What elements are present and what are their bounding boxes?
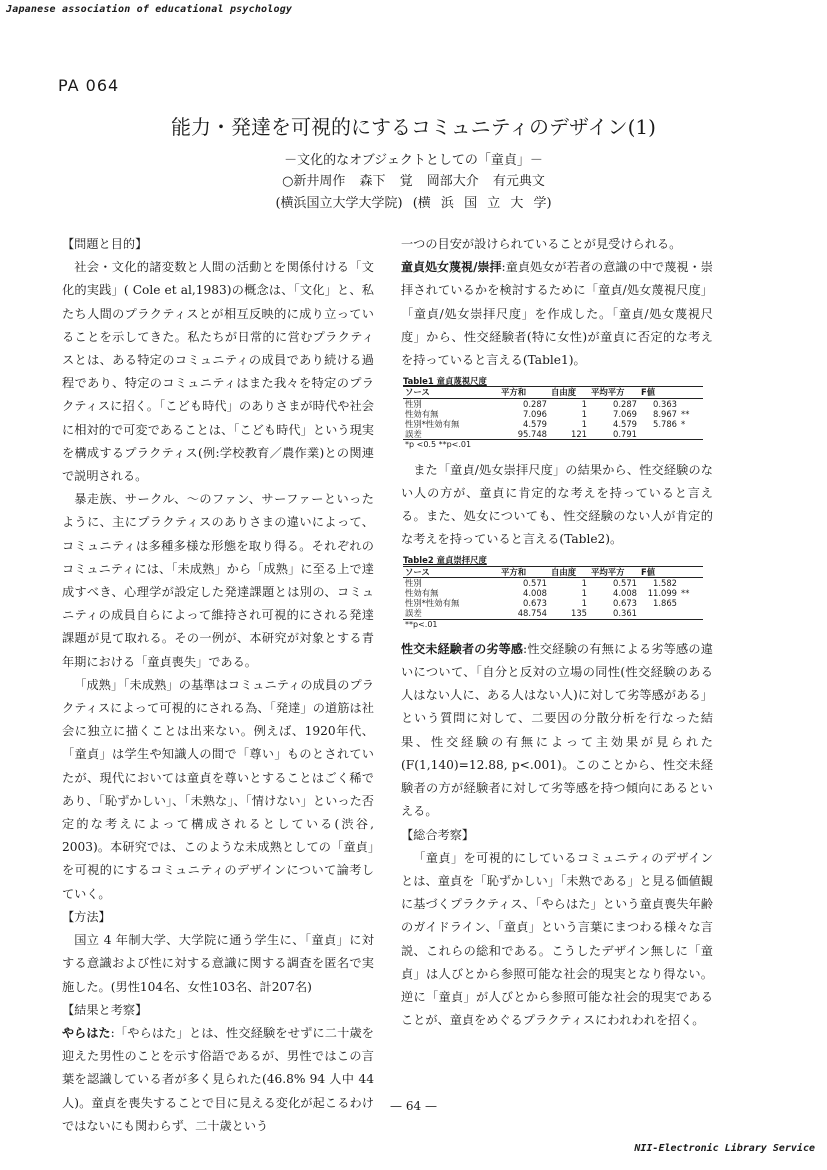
run-in-heading: 童貞処女蔑視/崇拝 <box>401 260 502 275</box>
paragraph: 暴走族、サークル、～のファン、サーファーといったように、主にプラクティスのありさまの違いによって、コミュニティは多種多様な形態を取り得る。それぞれのコミュニティには、「未成熟」から「成熟」に至る上で達成すべき、心理学が設定した発達課題とは別の、コミュニティの成員自らによって維持され可視的にされる発達課題が見て取れる。その一例が、本研究が対象とする青年期における「童貞喪失」である。 <box>62 492 374 669</box>
table-caption: Table1 童貞蔑視尺度 <box>403 376 487 387</box>
paragraph-text: :性交経験の有無による劣等感の違いについて、「自分と反対の立場の同性(性交経験のある人はない人に、ある人はない人)に対して劣等感がある」という質問に対して、二要因の分散分析を行なった結果、性交経験の有無によって主効果が見られた(F(1,140)=12.88, p<.001)。このことから、性交未経験者の方が経験者に対して劣等感を持つ傾向にあるといえる。 <box>401 641 713 819</box>
footer-service: NII-Electronic Library Service <box>634 1143 815 1154</box>
paragraph: また「童貞/処女崇拝尺度」の結果から、性交経験のない人の方が、童貞に肯定的な考えを持っていると言える。また、処女についても、性交経験のない人が肯定的な考えを持っていると言える(Table2)。 <box>401 462 713 547</box>
table-header: 平均平方 <box>589 387 639 398</box>
paragraph: 「成熟」「未成熟」の基準はコミュニティの成員のプラクティスによって可視的にされる為、「発達」の道筋は社会に独立に描くことは出来ない。例えば、1920年代、「童貞」は学生や知識人の間で「尊い」ものとされていたが、現代においては童貞を尊いとすることはごく稀であり、「恥ずかしい」、「未熟な」、「情けない」といった否定的な考えによって構成されるとしている(渋谷, 2003)。本研究では、このような未成熟としての「童貞」を可視的にするコミュニティのデザインについて論考していく。 <box>62 677 374 901</box>
cell <box>679 608 703 619</box>
cell: 5.786 <box>653 419 677 430</box>
table-row <box>403 598 703 608</box>
cell: 7.069 <box>613 408 637 419</box>
paragraph <box>401 638 713 824</box>
table-row <box>403 588 703 598</box>
table-header: ソース <box>403 387 499 398</box>
section-heading-purpose: 【問題と目的】 <box>62 237 148 251</box>
paragraph: 一つの目安が設けられていることが見受けられる。 <box>401 237 682 251</box>
table-row <box>403 419 703 429</box>
table-row <box>403 608 703 619</box>
paragraph: 社会・文化的諸変数と人間の活動とを関係付ける「文化的実践」( Cole et al,1983)の概念は、「文化」と、私たち人間のプラクティスとが相互反映的に成り立っていることを示してきた。私たちが日常的に営むプラクティスとは、ある特定のコミュニティの成員であり続ける過程であり、特定のコミュニティはまた我々を特定のプラクティスに招く。「こども時代」のありさまが時代や社会に相対的で可変であることは、「こども時代」という現実を構成するプラクティス(例:学校教育／農作業)との関連で説明される。 <box>62 260 374 484</box>
section-heading-method: 【方法】 <box>62 909 111 924</box>
cell: ** <box>681 588 690 599</box>
author-list: ○新井周作 森下 覚 岡部大介 有元典文 <box>282 174 545 189</box>
cell: 性別*性効有無 <box>405 598 460 609</box>
right-column <box>401 233 713 1032</box>
table-header: F値 <box>639 566 679 577</box>
cell <box>679 598 703 608</box>
cell: 0.791 <box>589 429 639 440</box>
table-header: 平方和 <box>499 387 549 398</box>
cell: 1 <box>581 419 587 430</box>
table-header: 平均平方 <box>589 566 639 577</box>
cell: 性効有無 <box>405 408 439 419</box>
cell: 4.008 <box>613 588 637 599</box>
journal-header: Japanese association of educational psychology <box>6 4 293 15</box>
cell <box>639 608 679 619</box>
cell <box>639 429 679 440</box>
paragraph <box>62 1022 374 1138</box>
cell: * <box>681 419 686 430</box>
cell: 135 <box>549 608 589 619</box>
table-header: ソース <box>403 566 499 577</box>
cell: 0.361 <box>589 608 639 619</box>
cell: 95.748 <box>499 429 549 440</box>
cell: 0.287 <box>613 398 637 409</box>
cell: 0.287 <box>523 398 547 409</box>
paragraph-text: :童貞処女が若者の意識の中で蔑視・崇拝されているかを検討するために「童貞/処女蔑視尺度」「童貞/処女崇拝尺度」を作成した。「童貞/処女蔑視尺度」から、性交経験者(特に女性)が童貞に否定的な考えを持っていると言える(Table1)。 <box>401 260 713 368</box>
paper-code: PA 064 <box>58 76 120 95</box>
table-header <box>679 566 703 577</box>
table-row <box>403 398 703 409</box>
cell: 1 <box>581 577 587 588</box>
cell: 性別 <box>405 577 422 588</box>
paragraph-text: :「やらはた」とは、性交経験をせずに二十歳を迎えた男性のことを示す俗語であるが、男性ではこの言葉を認識している者が多く見られた(46.8% 94 人中 44 人)。童貞を喪失することで目に見える変化が起こるわけではないにも関わらず、二十歳という <box>62 1025 374 1133</box>
cell: 4.008 <box>523 588 547 599</box>
cell: 0.363 <box>653 398 677 409</box>
left-column <box>62 233 374 1138</box>
run-in-heading: やらはた <box>62 1025 111 1040</box>
section-heading-results: 【結果と考察】 <box>62 1002 148 1017</box>
cell: 4.579 <box>613 419 637 430</box>
cell: 1 <box>581 598 587 609</box>
run-in-heading: 性交未経験者の劣等感 <box>401 641 524 656</box>
cell: 0.571 <box>523 577 547 588</box>
table-1 <box>403 376 707 450</box>
cell: 0.673 <box>523 598 547 609</box>
table-header: 平方和 <box>499 566 549 577</box>
cell: 1 <box>581 408 587 419</box>
paragraph: 「童貞」を可視的にしているコミュニティのデザインとは、童貞を「恥ずかしい」「未熟である」と見る価値観に基づくプラクティス、「やらはた」という童貞喪失年齢のガイドライン、「童貞」という言葉にまつわる様々な言説、これらの総和である。こうしたデザイン無しに「童貞」は人びとから参照可能な社会的現実となり得ない。逆に「童貞」が人びとから参照可能な社会的現実であることが、童貞をめぐるプラクティスにわれわれを招く。 <box>401 850 713 1028</box>
cell: 1.582 <box>653 577 677 588</box>
table-note: **p<.01 <box>405 619 438 629</box>
cell: 0.673 <box>613 598 637 609</box>
table-note: *p <0.5 **p<.01 <box>405 440 472 450</box>
cell: 4.579 <box>523 419 547 430</box>
table-header: 自由度 <box>549 566 589 577</box>
cell <box>679 398 703 409</box>
table-caption: Table2 童貞崇拝尺度 <box>403 555 487 566</box>
cell: 121 <box>549 429 589 440</box>
cell: 性効有無 <box>405 588 439 599</box>
table-header <box>679 387 703 398</box>
cell: 1 <box>581 398 587 409</box>
cell: 48.754 <box>499 608 549 619</box>
cell: 1 <box>581 588 587 599</box>
cell: 性別 <box>405 398 422 409</box>
cell: 7.096 <box>523 408 547 419</box>
table-header: 自由度 <box>549 387 589 398</box>
cell: 誤差 <box>403 429 499 440</box>
cell <box>679 429 703 440</box>
table-row <box>403 409 703 419</box>
cell: 性別*性効有無 <box>405 419 460 430</box>
paper-subtitle: －文化的なオブジェクトとしての「童貞」－ <box>284 153 543 168</box>
cell: 1.865 <box>653 598 677 609</box>
cell: 11.099 <box>647 588 677 599</box>
affiliation: (横浜国立大学大学院) (横 浜 国 立 大 学) <box>275 196 552 211</box>
page-number: — 64 — <box>390 1099 437 1113</box>
table-2 <box>403 555 707 629</box>
paper-title: 能力・発達を可視的にするコミュニティのデザイン(1) <box>171 115 656 139</box>
section-heading-discussion: 【総合考察】 <box>401 827 475 842</box>
paragraph <box>401 256 713 372</box>
table-header: F値 <box>639 387 679 398</box>
cell: ** <box>681 408 690 419</box>
table-row <box>403 577 703 588</box>
cell: 誤差 <box>403 608 499 619</box>
cell: 0.571 <box>613 577 637 588</box>
paragraph: 国立 4 年制大学、大学院に通う学生に、「童貞」に対する意識および性に対する意識に関する調査を匿名で実施した。(男性104名、女性103名、計207名) <box>62 933 374 994</box>
table-row <box>403 429 703 440</box>
cell: 8.967 <box>653 408 677 419</box>
cell <box>679 577 703 588</box>
